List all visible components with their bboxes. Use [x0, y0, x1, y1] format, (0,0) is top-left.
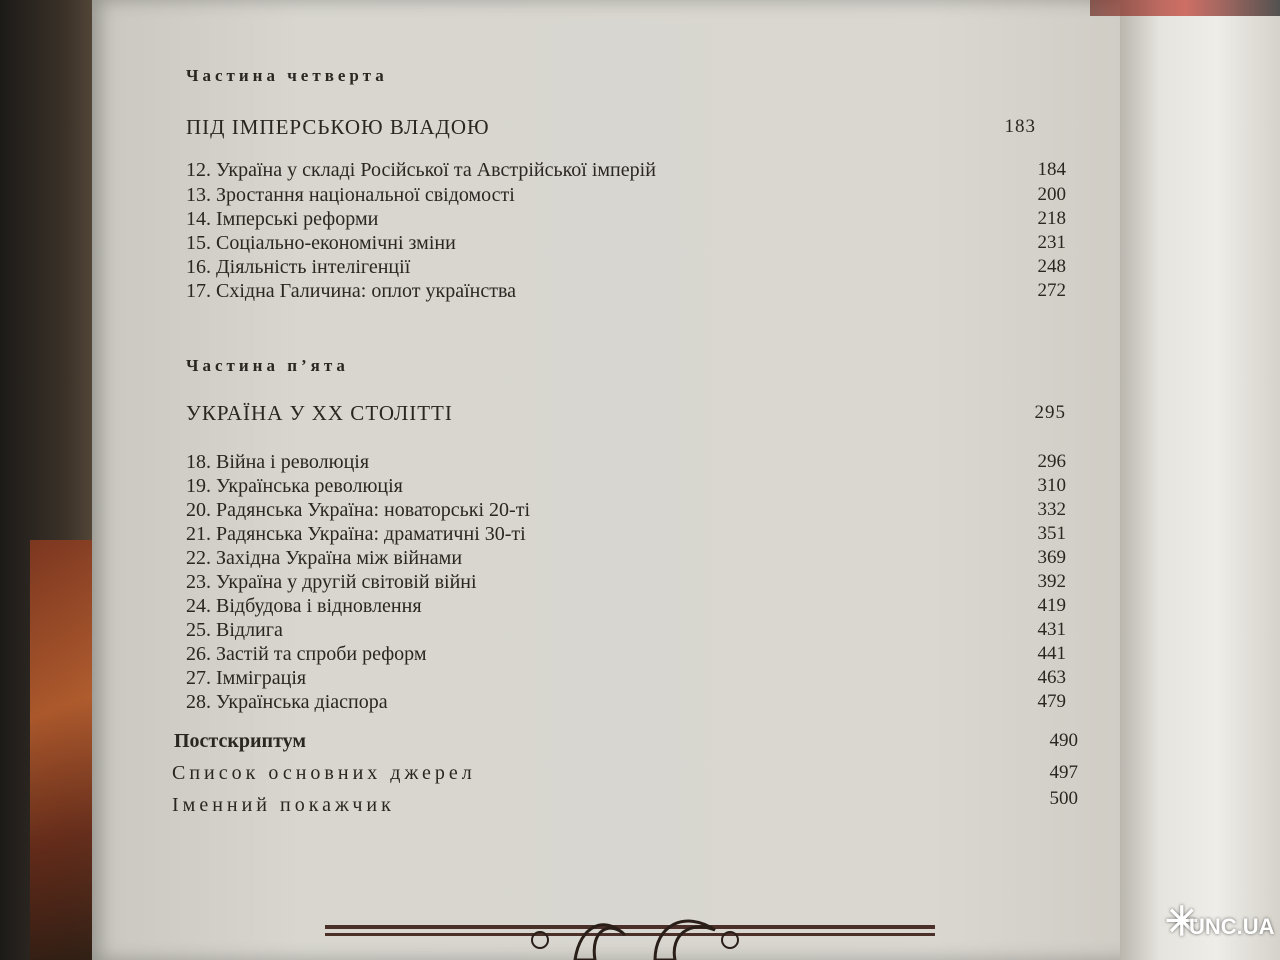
toc-entry [186, 689, 1066, 715]
page-number: 231 [1037, 232, 1066, 253]
chapter-title: 12. Україна у складі Російської та Австрійської імперій [186, 159, 656, 181]
page-number: 490 [1049, 730, 1078, 751]
section-title: ПІД ІМПЕРСЬКОЮ ВЛАДОЮ [186, 115, 490, 139]
page-number: 183 [1004, 116, 1036, 137]
page-number: 419 [1037, 595, 1066, 616]
page-number: 272 [1037, 280, 1066, 301]
toc-entry [186, 157, 1066, 183]
chapter-title: 27. Імміграція [186, 667, 307, 689]
page-number: 218 [1037, 208, 1066, 229]
chapter-title: 19. Українська революція [186, 475, 403, 497]
toc-entry [186, 230, 1066, 256]
cover-corner [1090, 0, 1280, 16]
part4-section [186, 114, 1066, 140]
index-entry [172, 788, 1078, 818]
page-number: 463 [1037, 667, 1066, 688]
toc-entry [186, 449, 1066, 475]
section-title: УКРАЇНА У XX СТОЛІТТІ [186, 401, 453, 425]
chapter-title: 26. Застій та спроби реформ [186, 643, 427, 665]
watermark [1165, 900, 1275, 950]
chapter-title: 28. Українська діаспора [186, 691, 388, 713]
toc-entry [186, 206, 1066, 232]
page-number: 248 [1037, 256, 1066, 277]
toc-entry [186, 593, 1066, 619]
toc-entry [186, 545, 1066, 571]
chapter-title: 22. Західна Україна між війнами [186, 547, 463, 569]
page-number: 500 [1049, 788, 1078, 809]
chapter-title: 16. Діяльність інтелігенції [186, 256, 411, 278]
postscript-entry [174, 728, 1078, 754]
page-number: 200 [1037, 184, 1066, 205]
page-number: 332 [1037, 499, 1066, 520]
part4-label: Частина четверта [186, 66, 388, 85]
page-number: 497 [1049, 762, 1078, 783]
page-number: 310 [1037, 475, 1066, 496]
toc-entry [186, 473, 1066, 499]
part5-label: Частина п’ята [186, 356, 349, 375]
decorative-ornament [325, 905, 935, 960]
page-number: 392 [1037, 571, 1066, 592]
chapter-title: 24. Відбудова і відновлення [186, 595, 422, 617]
chapter-title: 23. Україна у другій світовій війні [186, 571, 477, 593]
sources-entry [172, 760, 1078, 786]
adjacent-page [1120, 0, 1280, 960]
watermark-text: UNC.UA [1189, 914, 1275, 939]
page-number: 479 [1037, 691, 1066, 712]
chapter-title: 18. Війна і революція [186, 451, 370, 473]
backmatter-title: Список основних джерел [172, 762, 476, 784]
chapter-title: 21. Радянська Україна: драматичні 30-ті [186, 523, 526, 545]
chapter-title: 20. Радянська Україна: новаторські 20-ті [186, 499, 531, 521]
toc-entry [186, 641, 1066, 667]
chapter-title: 17. Східна Галичина: оплот українства [186, 280, 517, 302]
chapter-title: 25. Відлига [186, 619, 283, 641]
page-number: 184 [1037, 159, 1066, 180]
toc-entry [186, 278, 1066, 304]
book-cover-ornament [30, 540, 100, 960]
toc-entry [186, 617, 1066, 643]
backmatter-title: Постскриптум [174, 730, 306, 752]
star-icon: ✳ [1165, 900, 1199, 944]
chapter-title: 13. Зростання національної свідомості [186, 184, 515, 206]
toc-entry [186, 521, 1066, 547]
toc-entry [186, 665, 1066, 691]
page-number: 441 [1037, 643, 1066, 664]
backmatter-title: Іменний покажчик [172, 794, 395, 816]
part5-section [186, 400, 1066, 426]
chapter-title: 14. Імперські реформи [186, 208, 379, 230]
toc-entry [186, 569, 1066, 595]
page-number: 295 [1034, 402, 1066, 423]
page-number: 296 [1037, 451, 1066, 472]
page-number: 431 [1037, 619, 1066, 640]
toc-entry [186, 497, 1066, 523]
toc-entry [186, 254, 1066, 280]
chapter-title: 15. Соціально-економічні зміни [186, 232, 456, 254]
toc-entry [186, 182, 1066, 208]
page-number: 369 [1037, 547, 1066, 568]
page-number: 351 [1037, 523, 1066, 544]
